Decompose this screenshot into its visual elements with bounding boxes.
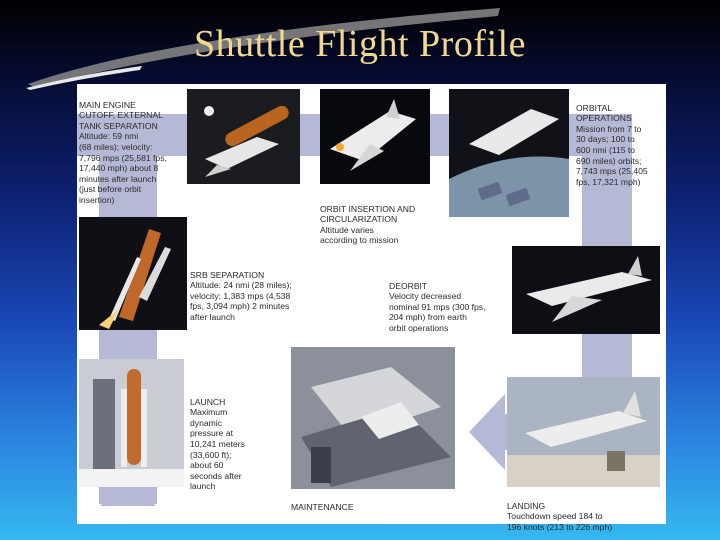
flight-profile-diagram	[77, 84, 666, 532]
stage-body-main-engine-cutoff: Altitude: 59 nmi (68 miles); velocity: 7,796 mps (25,581 fps, 17,440 mph) about 8 minutes after launch (just before orbit insertion)	[79, 131, 167, 205]
stage-heading-orbit-insertion: ORBIT INSERTION AND CIRCULARIZATION	[320, 203, 416, 225]
photo-landing	[507, 377, 660, 487]
photo-srb-separation	[79, 217, 187, 330]
photo-orbital-operations	[449, 89, 569, 217]
photo-maintenance	[291, 347, 455, 489]
flow-arrow-left	[469, 394, 505, 470]
stage-body-launch: Maximum dynamic pressure at 10,241 meters (33,600 ft); about 60 seconds after launch	[190, 407, 245, 492]
stage-body-landing: Touchdown speed 184 to 196 knots (213 to 226 mph)	[507, 511, 613, 532]
stage-heading-launch: LAUNCH	[190, 396, 226, 407]
stage-body-deorbit: Velocity decreased nominal 91 mps (300 fps, 204 mph) from earth orbit operations	[389, 291, 486, 333]
stage-body-orbit-insertion: Altitude varies according to mission	[320, 224, 399, 246]
stage-body-srb-separation: Altitude: 24 nmi (28 miles); velocity: 1,383 mps (4,538 fps, 3,094 mph) 2 minutes after launch	[190, 280, 292, 322]
photo-launch	[79, 359, 184, 487]
stage-heading-orbital-operations: ORBITAL OPERATIONS	[576, 102, 632, 124]
stage-maintenance	[291, 491, 411, 523]
photo-orbit-insertion	[320, 89, 430, 184]
stage-heading-deorbit: DEORBIT	[389, 280, 428, 291]
stage-srb-separation	[190, 259, 340, 323]
stage-launch	[190, 386, 288, 492]
photo-deorbit	[512, 246, 660, 334]
stage-heading-srb-separation: SRB SEPARATION	[190, 269, 265, 280]
stage-orbit-insertion	[320, 193, 450, 246]
slide-title: Shuttle Flight Profile	[194, 23, 526, 65]
stage-heading-landing: LANDING	[507, 500, 546, 511]
stage-heading-main-engine-cutoff: MAIN ENGINE CUTOFF, EXTERNAL TANK SEPARATION	[79, 99, 163, 131]
stage-heading-maintenance: MAINTENANCE	[291, 501, 354, 512]
stage-main-engine-cutoff	[79, 89, 189, 206]
stage-orbital-operations	[576, 92, 668, 187]
stage-deorbit	[389, 270, 514, 334]
stage-body-orbital-operations: Mission from 7 to 30 days; 100 to 600 nmi (115 to 690 miles) orbits; 7,743 mps (25,405 fps, 17,321 mph)	[576, 123, 648, 187]
photo-et-separation	[187, 89, 300, 184]
stage-landing	[507, 490, 662, 532]
